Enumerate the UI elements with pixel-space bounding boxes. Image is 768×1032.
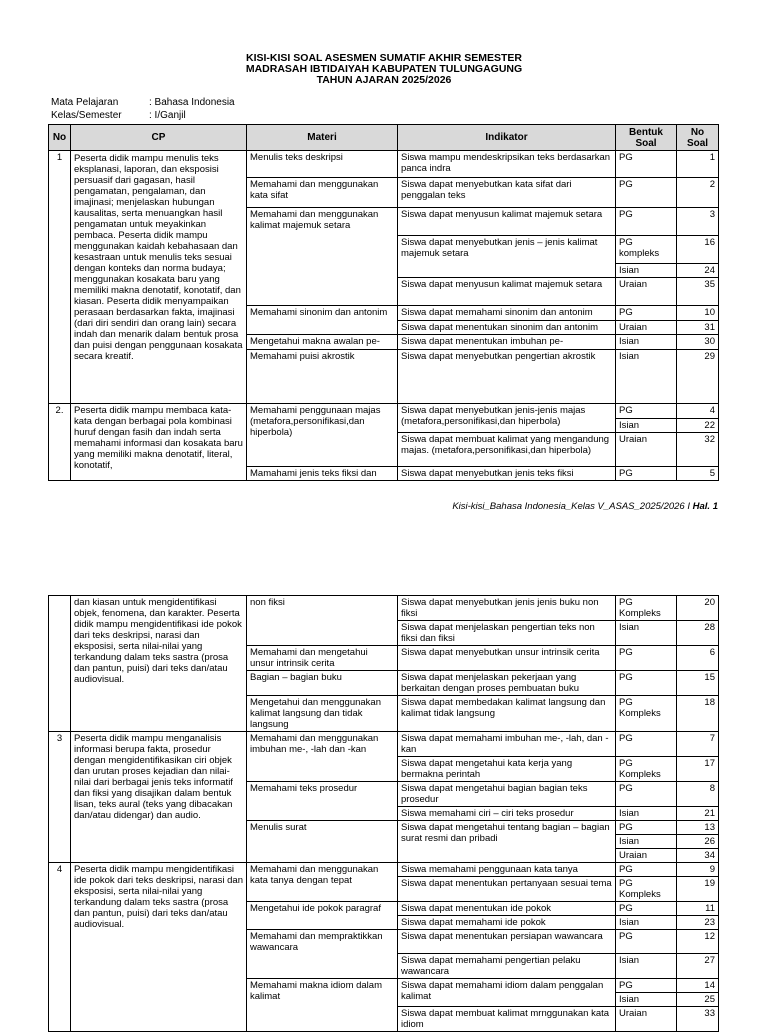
kisi-kisi-table-page2 bbox=[48, 595, 719, 1032]
indikator-cell: Siswa dapat menjelaskan pekerjaan yang berkaitan dengan proses pembuatan buku bbox=[398, 671, 616, 696]
materi-cell: Menulis surat bbox=[247, 821, 398, 863]
bentuk-cell: Isian bbox=[616, 621, 677, 646]
doc-title-line2: MADRASAH IBTIDAIYAH KABUPATEN TULUNGAGUNG bbox=[245, 63, 523, 75]
no-soal-cell: 17 bbox=[677, 757, 719, 782]
indikator-cell: Siswa dapat menyebutkan unsur intrinsik cerita bbox=[398, 646, 616, 671]
indikator-cell: Siswa dapat membuat kalimat mrnggunakan kata idiom bbox=[398, 1007, 616, 1032]
table-header-row bbox=[49, 125, 719, 151]
bentuk-cell: PG bbox=[616, 208, 677, 236]
class-line bbox=[51, 110, 186, 122]
materi-cell: Memahami dan menggunakan kalimat majemuk setara bbox=[247, 208, 398, 306]
cp-cell: Peserta didik mampu membaca kata-kata dengan berbagai pola kombinasi huruf dengan fasih dan indah serta memahami informasi dan kosakata baru yang memiliki makna denotatif, literal, konotatif, bbox=[71, 404, 247, 481]
bentuk-cell: PG bbox=[616, 671, 677, 696]
bentuk-cell: Isian bbox=[616, 954, 677, 979]
no-soal-cell: 18 bbox=[677, 696, 719, 732]
page-2 bbox=[0, 590, 768, 1030]
class-value: : I/Ganjil bbox=[149, 110, 186, 121]
bentuk-cell: PG bbox=[616, 782, 677, 807]
header-bentuk-soal: Bentuk Soal bbox=[616, 125, 677, 151]
no-soal-cell: 32 bbox=[677, 433, 719, 467]
indikator-cell: Siswa dapat menentukan pertanyaan sesuai tema bbox=[398, 877, 616, 902]
bentuk-cell: PG bbox=[616, 646, 677, 671]
no-soal-cell: 21 bbox=[677, 807, 719, 821]
footer-page-number: Hal. 1 bbox=[692, 501, 718, 512]
no-soal-cell: 31 bbox=[677, 321, 719, 335]
no-soal-cell: 2 bbox=[677, 178, 719, 208]
indikator-cell: Siswa dapat menyusun kalimat majemuk setara bbox=[398, 278, 616, 306]
bentuk-cell: PG Kompleks bbox=[616, 877, 677, 902]
no-soal-cell: 34 bbox=[677, 849, 719, 863]
indikator-cell: Siswa dapat menyebutkan jenis – jenis kalimat majemuk setara bbox=[398, 236, 616, 278]
row-number: 2. bbox=[49, 404, 71, 481]
no-soal-cell: 24 bbox=[677, 264, 719, 278]
page-footer bbox=[452, 501, 718, 512]
materi-cell: Memahami dan menggunakan kata sifat bbox=[247, 178, 398, 208]
no-soal-cell: 4 bbox=[677, 404, 719, 419]
indikator-cell: Siswa dapat membuat kalimat yang mengandung majas. (metafora,personifikasi,dan hiperbola) bbox=[398, 433, 616, 467]
bentuk-cell: Uraian bbox=[616, 1007, 677, 1032]
indikator-cell: Siswa dapat menyebutkan jenis teks fiksi bbox=[398, 467, 616, 481]
no-soal-cell: 25 bbox=[677, 993, 719, 1007]
indikator-cell: Siswa dapat menentukan sinonim dan antonim bbox=[398, 321, 616, 335]
no-soal-cell: 27 bbox=[677, 954, 719, 979]
indikator-cell: Siswa dapat menyebutkan kata sifat dari penggalan teks bbox=[398, 178, 616, 208]
materi-cell: Memahami makna idiom dalam kalimat bbox=[247, 979, 398, 1032]
bentuk-cell: Isian bbox=[616, 835, 677, 849]
indikator-cell: Siswa dapat menyebutkan jenis jenis buku non fiksi bbox=[398, 596, 616, 621]
doc-title-line1: KISI-KISI SOAL ASESMEN SUMATIF AKHIR SEMESTER bbox=[246, 52, 522, 64]
no-soal-cell: 1 bbox=[677, 151, 719, 178]
no-soal-cell: 13 bbox=[677, 821, 719, 835]
no-soal-cell: 35 bbox=[677, 278, 719, 306]
no-soal-cell: 6 bbox=[677, 646, 719, 671]
materi-cell: Mamahami jenis teks fiksi dan bbox=[247, 467, 398, 481]
materi-cell: non fiksi bbox=[247, 596, 398, 646]
table-row bbox=[49, 863, 719, 877]
bentuk-cell: Isian bbox=[616, 350, 677, 404]
no-soal-cell: 29 bbox=[677, 350, 719, 404]
table-row bbox=[49, 151, 719, 178]
row-number bbox=[49, 596, 71, 732]
bentuk-cell: Isian bbox=[616, 335, 677, 350]
materi-cell: Memahami dan menggunakan imbuhan me-, -lah dan -kan bbox=[247, 732, 398, 782]
bentuk-cell: PG bbox=[616, 979, 677, 993]
header-indikator: Indikator bbox=[398, 125, 616, 151]
no-soal-cell: 19 bbox=[677, 877, 719, 902]
indikator-cell: Siswa dapat menentukan persiapan wawancara bbox=[398, 930, 616, 954]
indikator-cell: Siswa dapat memahami pengertian pelaku wawancara bbox=[398, 954, 616, 979]
indikator-cell: Siswa dapat membedakan kalimat langsung dan kalimat tidak langsung bbox=[398, 696, 616, 732]
no-soal-cell: 23 bbox=[677, 916, 719, 930]
no-soal-cell: 20 bbox=[677, 596, 719, 621]
bentuk-cell: PG bbox=[616, 178, 677, 208]
cp-cell: Peserta didik mampu mengidentifikasi ide pokok dari teks deskripsi, narasi dan eksposisi, serta nilai-nilai yang terkandung dalam teks sastra (prosa dan pantun, puisi) dari teks dan/atau audiovisual. bbox=[71, 863, 247, 1032]
bentuk-cell: Isian bbox=[616, 807, 677, 821]
indikator-cell: Siswa dapat mengetahui tentang bagian – bagian surat resmi dan pribadi bbox=[398, 821, 616, 863]
bentuk-cell: Uraian bbox=[616, 433, 677, 467]
no-soal-cell: 33 bbox=[677, 1007, 719, 1032]
materi-cell: Bagian – bagian buku bbox=[247, 671, 398, 696]
bentuk-cell: Isian bbox=[616, 264, 677, 278]
no-soal-cell: 7 bbox=[677, 732, 719, 757]
bentuk-cell: PG bbox=[616, 821, 677, 835]
indikator-cell: Siswa dapat memahami imbuhan me-, -lah, dan -kan bbox=[398, 732, 616, 757]
indikator-cell: Siswa dapat menentukan imbuhan pe- bbox=[398, 335, 616, 350]
indikator-cell: Siswa memahami penggunaan kata tanya bbox=[398, 863, 616, 877]
indikator-cell: Siswa mampu mendeskripsikan teks berdasarkan panca indra bbox=[398, 151, 616, 178]
cp-cell: Peserta didik mampu menganalisis informasi berupa fakta, prosedur dengan mengidentifikasikan ciri objek dan urutan proses kejadian dan nilai-nilai dari berbagai jenis teks informatif dan fiksi yang disajikan dalam bentuk lisan, teks aural (teks yang dibacakan dan/atau didengar) dan audio. bbox=[71, 732, 247, 863]
materi-cell: Menulis teks deskripsi bbox=[247, 151, 398, 178]
materi-cell: Memahami sinonim dan antonim bbox=[247, 306, 398, 335]
row-number: 4 bbox=[49, 863, 71, 1032]
no-soal-cell: 30 bbox=[677, 335, 719, 350]
bentuk-cell: Isian bbox=[616, 419, 677, 433]
no-soal-cell: 8 bbox=[677, 782, 719, 807]
no-soal-cell: 28 bbox=[677, 621, 719, 646]
no-soal-cell: 22 bbox=[677, 419, 719, 433]
no-soal-cell: 11 bbox=[677, 902, 719, 916]
bentuk-cell: Uraian bbox=[616, 321, 677, 335]
materi-cell: Mengetahui dan menggunakan kalimat langsung dan tidak langsung bbox=[247, 696, 398, 732]
materi-cell: Mengetahui makna awalan pe- bbox=[247, 335, 398, 350]
subject-label: Mata Pelajaran bbox=[51, 97, 119, 108]
table-row bbox=[49, 404, 719, 419]
header-no-soal: No Soal bbox=[677, 125, 719, 151]
bentuk-cell: PG bbox=[616, 732, 677, 757]
materi-cell: Memahami puisi akrostik bbox=[247, 350, 398, 404]
bentuk-cell: PG Kompleks bbox=[616, 757, 677, 782]
no-soal-cell: 9 bbox=[677, 863, 719, 877]
header-materi: Materi bbox=[247, 125, 398, 151]
footer-filename: Kisi-kisi_Bahasa Indonesia_Kelas V_ASAS_2025/2026 I bbox=[452, 501, 690, 512]
bentuk-cell: PG bbox=[616, 467, 677, 481]
indikator-cell: Siswa dapat mengetahui kata kerja yang bermakna perintah bbox=[398, 757, 616, 782]
materi-cell: Memahami teks prosedur bbox=[247, 782, 398, 821]
no-soal-cell: 16 bbox=[677, 236, 719, 264]
page-gap bbox=[0, 530, 768, 590]
indikator-cell: Siswa dapat menyusun kalimat majemuk setara bbox=[398, 208, 616, 236]
indikator-cell: Siswa dapat menyebutkan pengertian akrostik bbox=[398, 350, 616, 404]
no-soal-cell: 15 bbox=[677, 671, 719, 696]
row-number: 1 bbox=[49, 151, 71, 404]
bentuk-cell: Isian bbox=[616, 993, 677, 1007]
indikator-cell: Siswa dapat menjelaskan pengertian teks non fiksi dan fiksi bbox=[398, 621, 616, 646]
cp-cell: Peserta didik mampu menulis teks eksplanasi, laporan, dan eksposisi persuasif dari gagasan, hasil pengamatan, pengalaman, dan imajinasi; menjelaskan hubungan kausalitas, serta menuangkan hasil pengamatan untuk meyakinkan pembaca. Peserta didik mampu menggunakan kaidah kebahasaan dan kesastraan untuk menulis teks sesuai dengan konteks dan norma budaya; menggunakan kosakata baru yang memiliki makna denotatif, konotatif, dan kiasan. Peserta didik menyampaikan perasaan berdasarkan fakta, imajinasi (dari diri sendiri dan orang lain) secara indah dan menarik dalam bentuk prosa dan puisi dengan penggunaan kosakata secara kreatif. bbox=[71, 151, 247, 404]
subject-value: : Bahasa Indonesia bbox=[149, 97, 235, 108]
table-row bbox=[49, 596, 719, 621]
header-no: No bbox=[49, 125, 71, 151]
bentuk-cell: PG bbox=[616, 902, 677, 916]
materi-cell: Memahami dan mempraktikkan wawancara bbox=[247, 930, 398, 979]
indikator-cell: Siswa dapat menentukan ide pokok bbox=[398, 902, 616, 916]
bentuk-cell: PG bbox=[616, 306, 677, 321]
class-label: Kelas/Semester bbox=[51, 110, 122, 121]
bentuk-cell: PG bbox=[616, 151, 677, 178]
indikator-cell: Siswa dapat memahami ide pokok bbox=[398, 916, 616, 930]
doc-title-line3: TAHUN AJARAN 2025/2026 bbox=[316, 74, 452, 86]
table-row bbox=[49, 732, 719, 757]
indikator-cell: Siswa dapat memahami idiom dalam penggalan kalimat bbox=[398, 979, 616, 1007]
materi-cell: Mengetahui ide pokok paragraf bbox=[247, 902, 398, 930]
no-soal-cell: 3 bbox=[677, 208, 719, 236]
materi-cell: Memahami dan menggunakan kata tanya dengan tepat bbox=[247, 863, 398, 902]
no-soal-cell: 5 bbox=[677, 467, 719, 481]
no-soal-cell: 12 bbox=[677, 930, 719, 954]
bentuk-cell: PG bbox=[616, 404, 677, 419]
no-soal-cell: 14 bbox=[677, 979, 719, 993]
no-soal-cell: 10 bbox=[677, 306, 719, 321]
materi-cell: Memahami dan mengetahui unsur intrinsik cerita bbox=[247, 646, 398, 671]
cp-cell: dan kiasan untuk mengidentifikasi objek, fenomena, dan karakter. Peserta didik mampu mengidentifikasi ide pokok dari teks deskripsi, narasi dan eksposisi, serta nilai-nilai yang terkandung dalam teks sastra (prosa dan pantun, puisi) dari teks dan/atau audiovisual. bbox=[71, 596, 247, 732]
bentuk-cell: PG Kompleks bbox=[616, 696, 677, 732]
indikator-cell: Siswa dapat memahami sinonim dan antonim bbox=[398, 306, 616, 321]
bentuk-cell: PG bbox=[616, 930, 677, 954]
bentuk-cell: PG Kompleks bbox=[616, 596, 677, 621]
indikator-cell: Siswa memahami ciri – ciri teks prosedur bbox=[398, 807, 616, 821]
bentuk-cell: PG kompleks bbox=[616, 236, 677, 264]
indikator-cell: Siswa dapat mengetahui bagian bagian teks prosedur bbox=[398, 782, 616, 807]
kisi-kisi-table-page1 bbox=[48, 124, 719, 481]
materi-cell: Memahami penggunaan majas (metafora,personifikasi,dan hiperbola) bbox=[247, 404, 398, 467]
row-number: 3 bbox=[49, 732, 71, 863]
bentuk-cell: Uraian bbox=[616, 849, 677, 863]
bentuk-cell: Uraian bbox=[616, 278, 677, 306]
bentuk-cell: PG bbox=[616, 863, 677, 877]
subject-line bbox=[51, 97, 235, 109]
header-cp: CP bbox=[71, 125, 247, 151]
indikator-cell: Siswa dapat menyebutkan jenis-jenis majas (metafora,personifikasi,dan hiperbola) bbox=[398, 404, 616, 433]
no-soal-cell: 26 bbox=[677, 835, 719, 849]
bentuk-cell: Isian bbox=[616, 916, 677, 930]
